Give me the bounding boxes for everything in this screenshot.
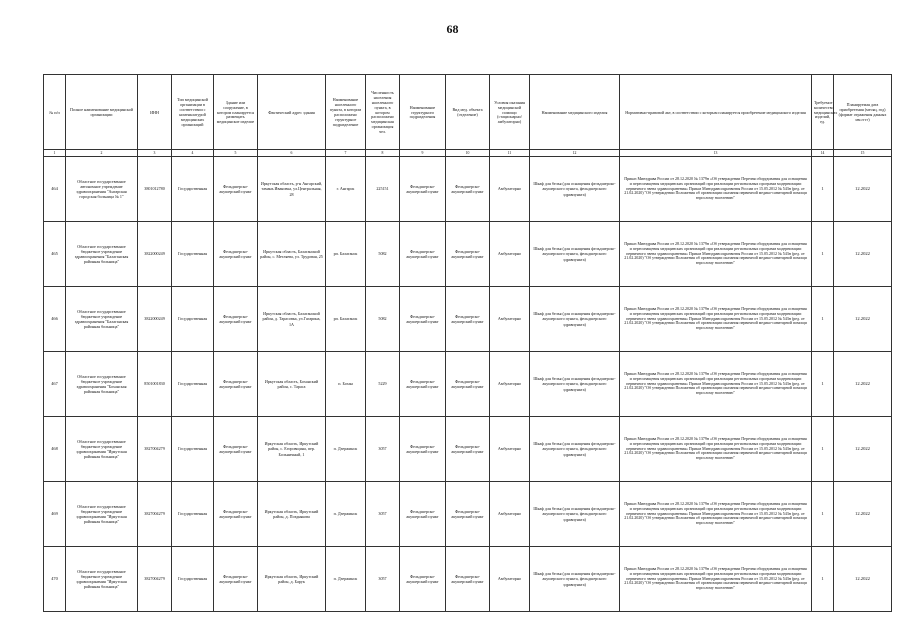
header-cell: ИНН [138, 75, 172, 150]
legal-act: Приказ Минздрава России от 28.12.2020 № 1379н «Об утверждении Перечня оборудования для оснащения и переоснащения медицинских организаций при реализации региональных программ модернизации первичного звена здравоохранения» Приказ Минздравсоцразвития России от 15.05.2012 № 543н (ред. от 21.02.2020) "Об утверждении Положения об организации оказания первичной медико-санитарной помощи взрослому населению" [620, 417, 812, 482]
purchase-date: 12.2022 [834, 482, 892, 547]
table-row [44, 352, 892, 417]
building-type: Фельдшерско-акушерский пункт [214, 417, 258, 482]
settlement-cell: п. Дзержинск [326, 482, 366, 547]
population-cell: 5082 [366, 222, 400, 287]
table-body [44, 157, 892, 612]
legal-act: Приказ Минздрава России от 28.12.2020 № 1379н «Об утверждении Перечня оборудования для оснащения и переоснащения медицинских организаций при реализации региональных программ модернизации первичного звена здравоохранения» Приказ Минздравсоцразвития России от 15.05.2012 № 543н (ред. от 21.02.2020) "Об утверждении Положения об организации оказания первичной медико-санитарной помощи взрослому населению" [620, 157, 812, 222]
address-cell: Иркутская область, Боханский район, с. Тараса [258, 352, 326, 417]
population-cell: 3057 [366, 547, 400, 612]
structural-unit: Фельдшерско-акушерский пункт [400, 287, 446, 352]
population-cell: 3057 [366, 482, 400, 547]
medical-object: Фельдшерско-акушерский пункт [446, 547, 490, 612]
column-number: 13 [620, 150, 812, 157]
header-cell: Планируемая дата приобретения (месяц, год) (формат отражения данных мм.гггг) [834, 75, 892, 150]
column-number: 6 [258, 150, 326, 157]
address-cell: Иркутская область, Иркутский район, д. Барук [258, 547, 326, 612]
page-number: 68 [446, 22, 459, 36]
organization-name: Областное государственное бюджетное учреждение здравоохранения "Иркутская районная больница" [66, 417, 138, 482]
organization-type: Государственная [172, 352, 214, 417]
column-number: 4 [172, 150, 214, 157]
column-number: 2 [66, 150, 138, 157]
equipment-registry-table [43, 74, 892, 612]
building-type: Фельдшерско-акушерский пункт [214, 287, 258, 352]
header-cell: Наименование населенного пункта, в котором расположено структурное подразделение [326, 75, 366, 150]
table-row [44, 417, 892, 482]
organization-type: Государственная [172, 222, 214, 287]
quantity-cell: 1 [812, 352, 834, 417]
organization-type: Государственная [172, 417, 214, 482]
device-name: Шкаф для белья (для оснащения фельдшерско-акушерского пункта, фельдшерского здравпункта) [530, 352, 620, 417]
header-cell: Здание или сооружение, в котором планируется размещать медицинское изделие [214, 75, 258, 150]
inn-cell: 3827004279 [138, 482, 172, 547]
table-row [44, 222, 892, 287]
medical-object: Фельдшерско-акушерский пункт [446, 222, 490, 287]
table-row [44, 157, 892, 222]
purchase-date: 12.2022 [834, 157, 892, 222]
column-number: 3 [138, 150, 172, 157]
structural-unit: Фельдшерско-акушерский пункт [400, 417, 446, 482]
purchase-date: 12.2022 [834, 352, 892, 417]
row-number: 470 [44, 547, 66, 612]
medical-object: Фельдшерско-акушерский пункт [446, 352, 490, 417]
organization-name: Областное государственное автономное учреждение здравоохранения "Ангарская городская больница № 1" [66, 157, 138, 222]
device-name: Шкаф для белья (для оснащения фельдшерско-акушерского пункта, фельдшерского здравпункта) [530, 157, 620, 222]
address-cell: Иркутская область, Иркутский район, д. Позднякова [258, 482, 326, 547]
medical-object: Фельдшерско-акушерский пункт [446, 287, 490, 352]
column-number: 8 [366, 150, 400, 157]
legal-act: Приказ Минздрава России от 28.12.2020 № 1379н «Об утверждении Перечня оборудования для оснащения и переоснащения медицинских организаций при реализации региональных программ модернизации первичного звена здравоохранения» Приказ Минздравсоцразвития России от 15.05.2012 № 543н (ред. от 21.02.2020) "Об утверждении Положения об организации оказания первичной медико-санитарной помощи взрослому населению" [620, 287, 812, 352]
settlement-cell: рп. Балаганск [326, 222, 366, 287]
settlement-cell: рп. Балаганск [326, 287, 366, 352]
building-type: Фельдшерско-акушерский пункт [214, 222, 258, 287]
column-number: 11 [490, 150, 530, 157]
header-cell: Численность населения населенного пункта, в котором расположено медицинская организация чел. [366, 75, 400, 150]
column-number: 12 [530, 150, 620, 157]
care-conditions: Амбулаторно [490, 417, 530, 482]
quantity-cell: 1 [812, 547, 834, 612]
quantity-cell: 1 [812, 482, 834, 547]
organization-name: Областное государственное бюджетное учреждение здравоохранения "Иркутская районная больница" [66, 547, 138, 612]
population-cell: 5229 [366, 352, 400, 417]
care-conditions: Амбулаторно [490, 547, 530, 612]
quantity-cell: 1 [812, 417, 834, 482]
building-type: Фельдшерско-акушерский пункт [214, 157, 258, 222]
header-cell: Тип медицинской организации в соответствии с номенклатурой медицинских организаций [172, 75, 214, 150]
purchase-date: 12.2022 [834, 287, 892, 352]
organization-name: Областное государственное бюджетное учреждение здравоохранения "Иркутская районная больница" [66, 482, 138, 547]
structural-unit: Фельдшерско-акушерский пункт [400, 547, 446, 612]
organization-name: Областное государственное бюджетное учреждение здравоохранения "Балаганская районная больница" [66, 222, 138, 287]
device-name: Шкаф для белья (для оснащения фельдшерско-акушерского пункта, фельдшерского здравпункта) [530, 482, 620, 547]
purchase-date: 12.2022 [834, 222, 892, 287]
care-conditions: Амбулаторно [490, 287, 530, 352]
legal-act: Приказ Минздрава России от 28.12.2020 № 1379н «Об утверждении Перечня оборудования для оснащения и переоснащения медицинских организаций при реализации региональных программ модернизации первичного звена здравоохранения» Приказ Минздравсоцразвития России от 15.05.2012 № 543н (ред. от 21.02.2020) "Об утверждении Положения об организации оказания первичной медико-санитарной помощи взрослому населению" [620, 222, 812, 287]
purchase-date: 12.2022 [834, 417, 892, 482]
column-number-row [44, 150, 892, 157]
population-cell: 3057 [366, 417, 400, 482]
settlement-cell: п. Бохан [326, 352, 366, 417]
building-type: Фельдшерско-акушерский пункт [214, 352, 258, 417]
table-row [44, 287, 892, 352]
row-number: 466 [44, 287, 66, 352]
column-number: 5 [214, 150, 258, 157]
header-cell: Условия оказания медицинской помощи (стационарно/амбулаторно) [490, 75, 530, 150]
header-cell: Требуемое количество медицинских изделий, ед. [812, 75, 834, 150]
care-conditions: Амбулаторно [490, 157, 530, 222]
population-cell: 5082 [366, 287, 400, 352]
building-type: Фельдшерско-акушерский пункт [214, 482, 258, 547]
column-number: 10 [446, 150, 490, 157]
inn-cell: 3822000249 [138, 287, 172, 352]
legal-act: Приказ Минздрава России от 28.12.2020 № 1379н «Об утверждении Перечня оборудования для оснащения и переоснащения медицинских организаций при реализации региональных программ модернизации первичного звена здравоохранения» Приказ Минздравсоцразвития России от 15.05.2012 № 543н (ред. от 21.02.2020) "Об утверждении Положения об организации оказания первичной медико-санитарной помощи взрослому населению" [620, 547, 812, 612]
address-cell: Иркутская область, Балаганский район, д. Тарасовка, ул.Гагарина, 1А [258, 287, 326, 352]
header-cell: Наименование структурного подразделения [400, 75, 446, 150]
row-number: 468 [44, 417, 66, 482]
inn-cell: 3827004279 [138, 547, 172, 612]
organization-type: Государственная [172, 547, 214, 612]
column-number: 9 [400, 150, 446, 157]
medical-object: Фельдшерско-акушерский пункт [446, 157, 490, 222]
organization-type: Государственная [172, 287, 214, 352]
address-cell: Иркутская область, Иркутский район, с. Егоровщина, пер. Больничный, 1 [258, 417, 326, 482]
quantity-cell: 1 [812, 222, 834, 287]
quantity-cell: 1 [812, 287, 834, 352]
device-name: Шкаф для белья (для оснащения фельдшерско-акушерского пункта, фельдшерского здравпункта) [530, 287, 620, 352]
organization-type: Государственная [172, 482, 214, 547]
row-number: 464 [44, 157, 66, 222]
structural-unit: Фельдшерско-акушерский пункт [400, 157, 446, 222]
header-cell: Нормативно-правовой акт, в соответствии с которым планируется приобретение медицинского изделия [620, 75, 812, 150]
care-conditions: Амбулаторно [490, 352, 530, 417]
population-cell: 225151 [366, 157, 400, 222]
column-number: 15 [834, 150, 892, 157]
row-number: 467 [44, 352, 66, 417]
structural-unit: Фельдшерско-акушерский пункт [400, 222, 446, 287]
care-conditions: Амбулаторно [490, 222, 530, 287]
structural-unit: Фельдшерско-акушерский пункт [400, 352, 446, 417]
inn-cell: 3822000249 [138, 222, 172, 287]
table-row [44, 547, 892, 612]
organization-name: Областное государственное бюджетное учреждение здравоохранения "Балаганская районная больница" [66, 287, 138, 352]
building-type: Фельдшерско-акушерский пункт [214, 547, 258, 612]
address-cell: Иркутская область, р-н Ангарский, тамань Ивановка, ул.Центральная, 28 [258, 157, 326, 222]
header-row [44, 75, 892, 150]
header-cell: Вид мед. объекта (отделение) [446, 75, 490, 150]
organization-name: Областное государственное бюджетное учреждение здравоохранения "Боханская районная больница" [66, 352, 138, 417]
address-cell: Иркутская область, Балаганский район, с. Метляева, ул. Трудовая, 25 [258, 222, 326, 287]
column-number: 14 [812, 150, 834, 157]
device-name: Шкаф для белья (для оснащения фельдшерско-акушерского пункта, фельдшерского здравпункта) [530, 547, 620, 612]
organization-type: Государственная [172, 157, 214, 222]
column-number: 1 [44, 150, 66, 157]
purchase-date: 12.2022 [834, 547, 892, 612]
row-number: 469 [44, 482, 66, 547]
medical-object: Фельдшерско-акушерский пункт [446, 482, 490, 547]
settlement-cell: п. Дзержинск [326, 547, 366, 612]
device-name: Шкаф для белья (для оснащения фельдшерско-акушерского пункта, фельдшерского здравпункта) [530, 417, 620, 482]
row-number: 465 [44, 222, 66, 287]
inn-cell: 3801012780 [138, 157, 172, 222]
structural-unit: Фельдшерско-акушерский пункт [400, 482, 446, 547]
header-cell: Полное наименование медицинской организации [66, 75, 138, 150]
inn-cell: 8501001830 [138, 352, 172, 417]
header-cell: Наименование медицинского изделия [530, 75, 620, 150]
column-number: 7 [326, 150, 366, 157]
header-cell: № п/п [44, 75, 66, 150]
care-conditions: Амбулаторно [490, 482, 530, 547]
settlement-cell: г. Ангарск [326, 157, 366, 222]
settlement-cell: п. Дзержинск [326, 417, 366, 482]
legal-act: Приказ Минздрава России от 28.12.2020 № 1379н «Об утверждении Перечня оборудования для оснащения и переоснащения медицинских организаций при реализации региональных программ модернизации первичного звена здравоохранения» Приказ Минздравсоцразвития России от 15.05.2012 № 543н (ред. от 21.02.2020) "Об утверждении Положения об организации оказания первичной медико-санитарной помощи взрослому населению" [620, 482, 812, 547]
inn-cell: 3827004279 [138, 417, 172, 482]
table-row [44, 482, 892, 547]
quantity-cell: 1 [812, 157, 834, 222]
header-cell: Фактический адрес здания [258, 75, 326, 150]
device-name: Шкаф для белья (для оснащения фельдшерско-акушерского пункта, фельдшерского здравпункта) [530, 222, 620, 287]
medical-object: Фельдшерско-акушерский пункт [446, 417, 490, 482]
legal-act: Приказ Минздрава России от 28.12.2020 № 1379н «Об утверждении Перечня оборудования для оснащения и переоснащения медицинских организаций при реализации региональных программ модернизации первичного звена здравоохранения» Приказ Минздравсоцразвития России от 15.05.2012 № 543н (ред. от 21.02.2020) "Об утверждении Положения об организации оказания первичной медико-санитарной помощи взрослому населению" [620, 352, 812, 417]
